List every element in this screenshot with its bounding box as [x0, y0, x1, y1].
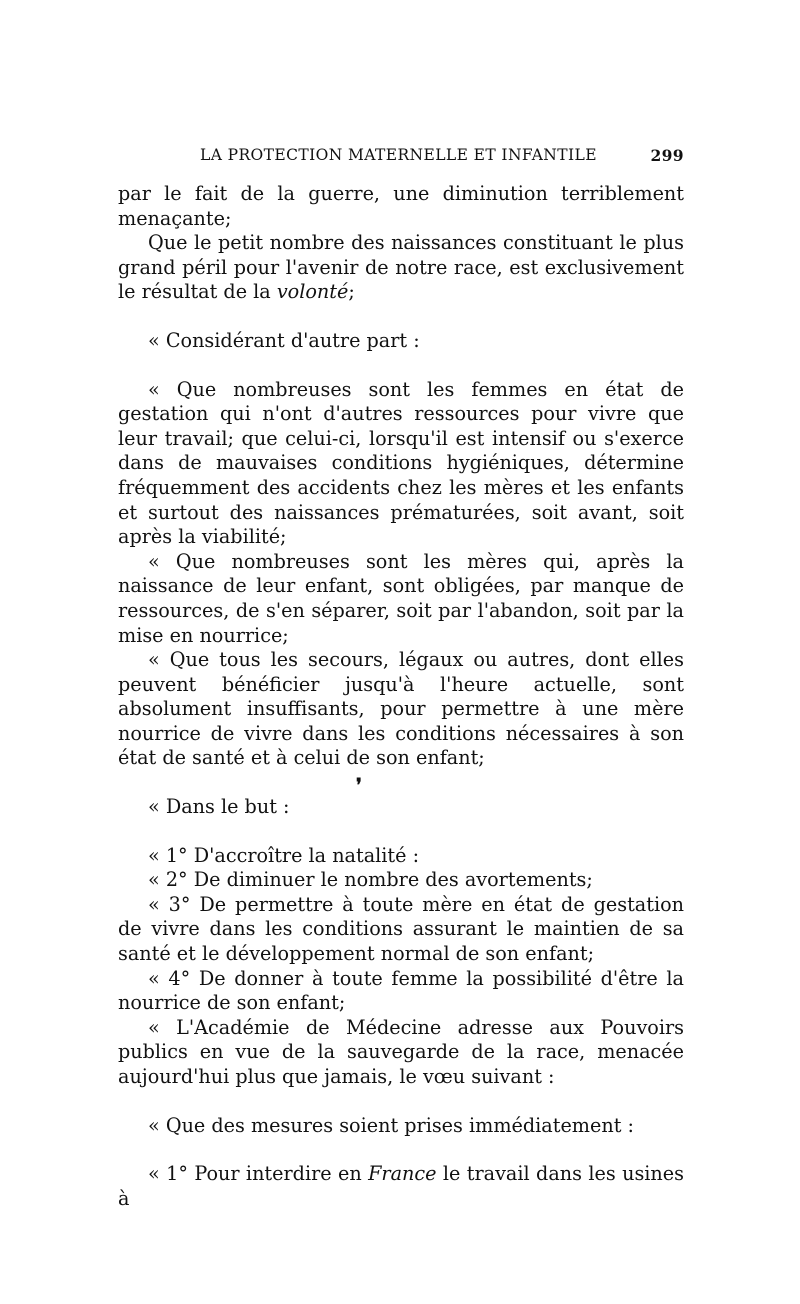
paragraph-mesures: « Que des mesures soient prises immédiatement :: [148, 1113, 634, 1137]
paragraph-text: Que le petit nombre des naissances constituant le plus grand péril pour l'avenir de notre race, est exclusivement le résultat de la: [118, 231, 684, 304]
body-text: [118, 182, 684, 1211]
paragraph-text-end: le travail dans les usines à: [118, 1162, 684, 1210]
paragraph-considerant: « Considérant d'autre part :: [148, 328, 420, 352]
paragraph-punctuation: ;: [348, 280, 355, 304]
paragraph-dans-le-but: « Dans le but :: [148, 795, 290, 819]
list-item-3: « 3° De permettre à toute mère en état de gestation de vivre dans les conditions assurant le maintien de sa santé et le développement normal de son enfant;: [118, 892, 684, 966]
list-item-2: « 2° De diminuer le nombre des avortements;: [148, 868, 593, 892]
paragraph-mothers-separation: « Que nombreuses sont les mères qui, après la naissance de leur enfant, sont obligées, par manque de ressources, de s'en séparer, soit par l'abandon, soit par la mise en nourrice;: [118, 549, 684, 647]
paragraph-text: « 1° Pour interdire en: [148, 1162, 369, 1186]
paragraph-women-gestation: « Que nombreuses sont les femmes en état de gestation qui n'ont d'autres ressources pour vivre que leur travail; que celui-ci, lorsqu'il est intensif ou s'exerce dans de mauvaises conditions hygiéniques, détermine fréquemment des accidents chez les mères et les enfants et surtout des naissances prématurées, soit avant, soit après la viabilité;: [118, 377, 684, 549]
page-number: 299: [650, 146, 684, 165]
paragraph-insufficient-aid: « Que tous les secours, légaux ou autres, dont elles peuvent bénéficier jusqu'à l'heure actuelle, sont absolument insuffisants, pour permettre à une mère nourrice de vivre dans les conditions nécessaires à son état de santé et à celui de son enfant;: [118, 648, 684, 770]
list-item-4: « 4° De donner à toute femme la possibilité d'être la nourrice de son enfant;: [118, 966, 684, 1015]
paragraph-academie: « L'Académie de Médecine adresse aux Pouvoirs publics en vue de la sauvegarde de la race, menacée aujourd'hui plus que jamais, le vœu suivant :: [118, 1015, 684, 1088]
running-title: LA PROTECTION MATERNELLE ET INFANTILE: [200, 146, 597, 164]
running-head: [118, 146, 684, 172]
emphasis-volonte: volonté: [276, 280, 349, 304]
list-item-1: « 1° D'accroître la natalité :: [148, 843, 420, 867]
printer-mark: [118, 771, 684, 795]
paragraph-continuation: par le fait de la guerre, une diminution terriblement menaçante;: [118, 182, 684, 230]
paragraph-natality-peril: [118, 231, 684, 305]
emphasis-france: France: [368, 1162, 437, 1186]
paragraph-interdire: [118, 1162, 684, 1211]
printer-mark-glyph: ❜: [356, 775, 362, 797]
